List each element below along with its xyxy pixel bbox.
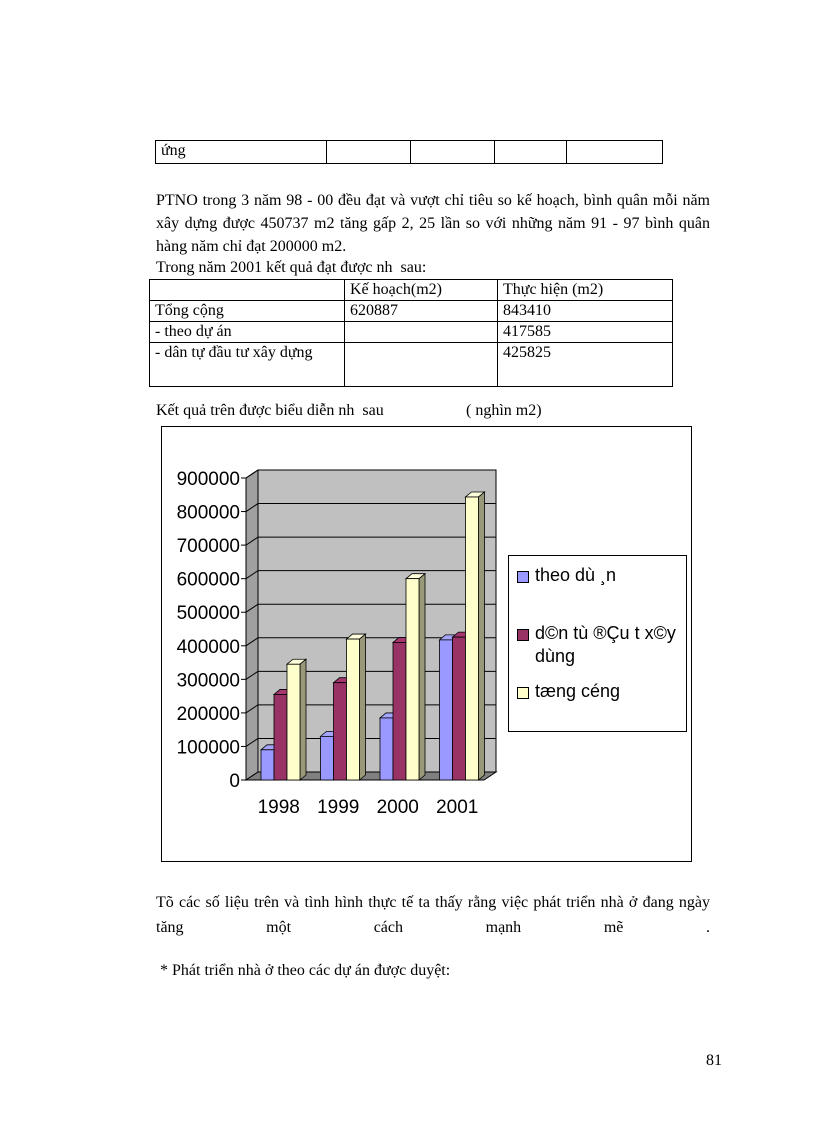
y-tick-label: 100000: [176, 737, 240, 759]
bar: [261, 750, 274, 780]
x-tick-label: 2001: [436, 797, 479, 818]
y-tick-label: 300000: [176, 670, 240, 692]
chart-side-wall: [246, 470, 258, 780]
bar: [453, 637, 466, 780]
paragraph-conclusion: Tõ các số liệu trên và tình hình thực tế ta thấy rằng việc phát triển nhà ở đang ngày tăng một cách mạnh mẽ .: [156, 894, 710, 936]
y-tick-label: 700000: [176, 536, 240, 558]
bar: [334, 683, 347, 780]
y-tick-label: 800000: [176, 502, 240, 524]
paragraph-2001-intro: Trong năm 2001 kết quả đạt được nh sau:: [156, 259, 427, 276]
header-cell: Thực hiện (m2): [498, 280, 673, 301]
table-cell: - theo dự án: [150, 322, 345, 343]
chart-caption: Kết quả trên được biểu diễn nh sau: [156, 402, 384, 419]
legend-swatch: [517, 629, 529, 641]
table-cell: - dân tự đầu tư xây dựng: [150, 343, 345, 387]
bar: [321, 736, 334, 780]
table-cell: 425825: [498, 343, 673, 387]
chart-legend: [508, 555, 687, 732]
header-cell: Kế hoạch(m2): [345, 280, 498, 301]
top-table-cell: ứng: [156, 141, 327, 164]
bar: [380, 718, 393, 780]
bar: [466, 497, 479, 780]
bar: [393, 642, 406, 780]
y-tick-label: 200000: [176, 703, 240, 725]
y-tick-label: 0: [229, 771, 240, 792]
table-cell: 843410: [498, 301, 673, 322]
chart-unit: ( nghìn m2): [466, 402, 542, 419]
page-number: 81: [706, 1052, 722, 1069]
legend-swatch: [517, 687, 529, 699]
legend-label: d©n tù ®Çu t x©y dùng: [535, 623, 676, 666]
bar-side: [419, 574, 425, 780]
y-tick-label: 500000: [176, 603, 240, 625]
x-tick-label: 1998: [257, 797, 300, 818]
legend-swatch: [517, 571, 529, 583]
legend-label: theo dù ¸n: [535, 565, 617, 585]
paragraph-section-heading: * Phát triển nhà ở theo các dự án được duyệt:: [160, 962, 451, 979]
bar: [287, 664, 300, 780]
table-cell: Tổng cộng: [150, 301, 345, 322]
bar-side: [300, 659, 306, 780]
bar-side: [360, 634, 366, 780]
y-tick-label: 600000: [176, 569, 240, 591]
table-cell: 417585: [498, 322, 673, 343]
bar: [406, 579, 419, 780]
legend-label: tæng céng: [535, 681, 621, 701]
bar-side: [479, 492, 485, 780]
bar: [274, 694, 287, 780]
y-tick-label: 400000: [176, 636, 240, 658]
paragraph-ptno: PTNO trong 3 năm 98 - 00 đều đạt và vượt chỉ tiêu so kế hoạch, bình quân mỗi năm xây dựng được 450737 m2 tăng gấp 2, 25 lần so với những năm 91 - 97 bình quân hàng năm chỉ đạt 200000 m2.: [156, 192, 710, 255]
x-tick-label: 1999: [317, 797, 360, 818]
bar: [440, 640, 453, 780]
bar: [347, 639, 360, 780]
table-cell: 620887: [345, 301, 498, 322]
y-tick-label: 900000: [176, 469, 240, 490]
x-tick-label: 2000: [376, 797, 419, 818]
